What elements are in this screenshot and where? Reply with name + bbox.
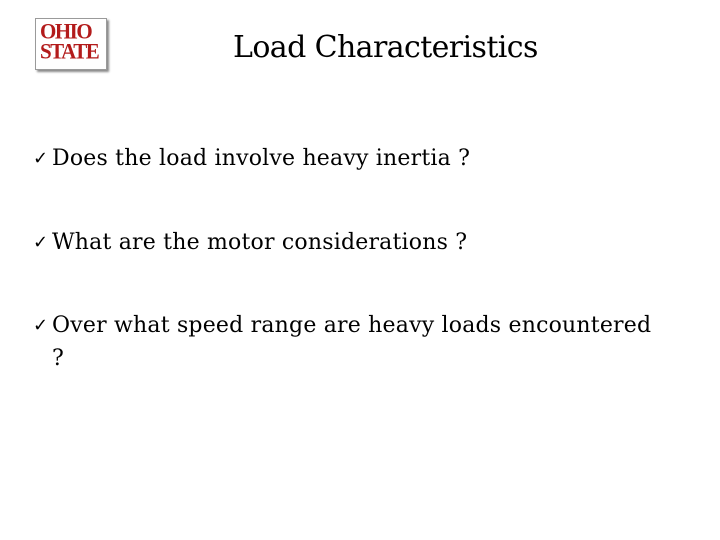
bullet-text: Over what speed range are heavy loads encountered ? bbox=[52, 313, 652, 371]
bullet-item bbox=[33, 142, 653, 175]
checkmark-icon: ✓ bbox=[33, 315, 49, 336]
bullet-text: What are the motor considerations ? bbox=[52, 230, 468, 255]
logo-text-ohio: OHIO bbox=[40, 18, 92, 44]
bullet-item bbox=[33, 226, 653, 259]
logo-text-state: STATE bbox=[40, 38, 99, 64]
bullet-list bbox=[33, 142, 653, 426]
checkmark-icon: ✓ bbox=[33, 148, 49, 169]
slide-title: Load Characteristics bbox=[233, 30, 538, 65]
bullet-text: Does the load involve heavy inertia ? bbox=[52, 146, 471, 171]
checkmark-icon: ✓ bbox=[33, 232, 49, 253]
bullet-item bbox=[33, 309, 653, 375]
ohio-state-logo bbox=[35, 18, 107, 70]
